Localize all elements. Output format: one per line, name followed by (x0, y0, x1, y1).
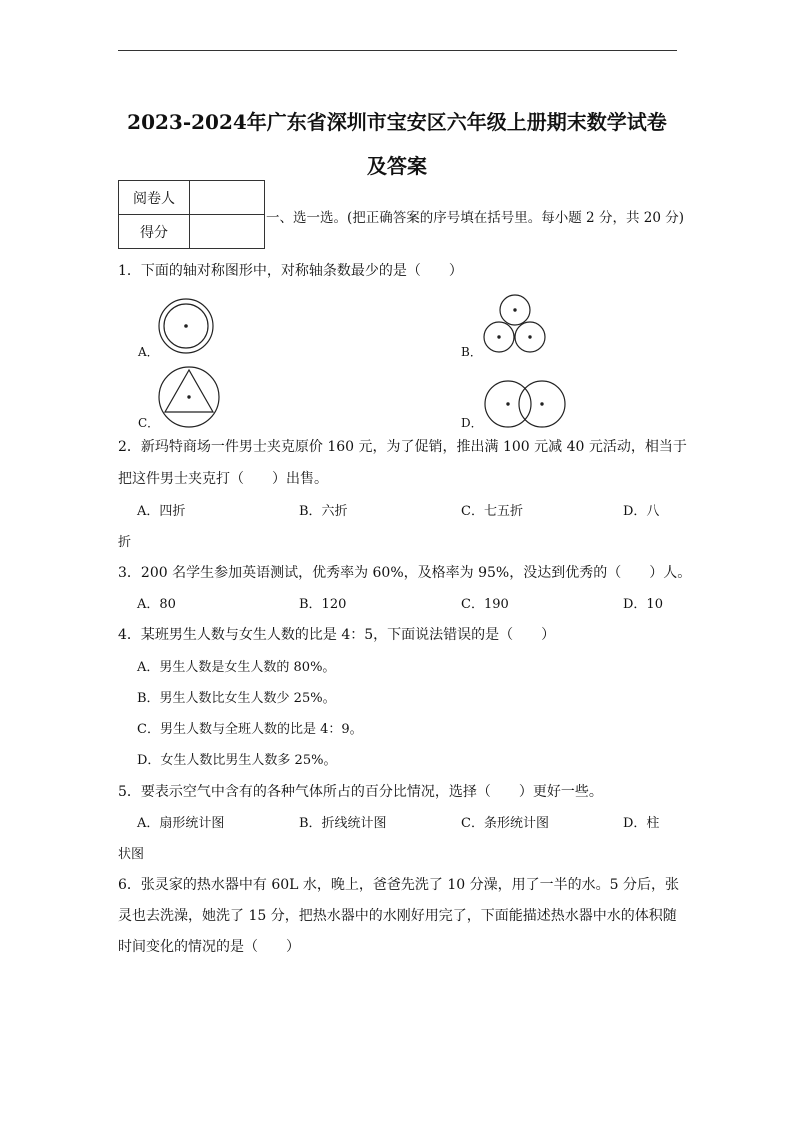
question-3: 3．200 名学生参加英语测试，优秀率为 60%，及格率为 95%，没达到优秀的（ ）人。 (118, 565, 692, 581)
section-heading: 一、选一选。(把正确答案的序号填在括号里。每小题 2 分，共 20 分) (266, 210, 684, 226)
q3-option-d: D．10 (623, 597, 663, 612)
question-5: 5．要表示空气中含有的各种气体所占的百分比情况，选择（ ）更好一些。 (118, 784, 603, 800)
question-1: 1．下面的轴对称图形中，对称轴条数最少的是（ ） (118, 263, 463, 279)
reviewer-cell (190, 181, 265, 215)
q4-option-c: C．男生人数与全班人数的比是 4：9。 (137, 722, 363, 737)
q1-option-b-label: B． (461, 345, 482, 359)
two-overlapping-circles-icon (484, 380, 568, 428)
question-2-line2: 把这件男士夹克打（ ）出售。 (118, 471, 328, 487)
score-label: 得分 (119, 215, 190, 249)
q4-option-a: A．男生人数是女生人数的 80%。 (137, 660, 336, 675)
header-rule (118, 50, 677, 51)
q5-option-d: D．柱 (623, 816, 660, 831)
concentric-circles-icon (158, 298, 214, 354)
q5-option-a: A．扇形统计图 (137, 816, 225, 831)
question-6-line3: 时间变化的情况的是（ ） (118, 939, 300, 955)
question-6-line1: 6．张灵家的热水器中有 60L 水，晚上，爸爸先洗了 10 分澡，用了一半的水。5 分后，张 (118, 877, 679, 893)
q5-option-b: B．折线统计图 (299, 816, 387, 831)
page-title-line2: 及答案 (367, 154, 427, 178)
q1-option-d-label: D． (461, 416, 483, 430)
q1-option-a-label: A． (138, 345, 159, 359)
q3-option-a: A．80 (137, 597, 176, 612)
q4-option-b: B．男生人数比女生人数少 25%。 (137, 691, 336, 706)
q2-option-b: B．六折 (299, 504, 348, 519)
q2-option-c: C．七五折 (461, 504, 523, 519)
triangle-in-circle-icon (158, 366, 220, 428)
q3-option-b: B．120 (299, 597, 347, 612)
score-cell (190, 215, 265, 249)
q2-option-d: D．八 (623, 504, 660, 519)
q4-option-d: D．女生人数比男生人数多 25%。 (137, 753, 337, 768)
score-table (118, 180, 265, 249)
q5-option-c: C．条形统计图 (461, 816, 549, 831)
three-circles-icon (482, 294, 548, 356)
question-4: 4．某班男生人数与女生人数的比是 4：5，下面说法错误的是（ ） (118, 627, 556, 643)
q2-option-d-wrap: 折 (118, 535, 132, 550)
question-6-line2: 灵也去洗澡，她洗了 15 分，把热水器中的水刚好用完了，下面能描述热水器中水的体积随 (118, 908, 677, 924)
q1-option-c-label: C． (138, 416, 160, 430)
q2-option-a: A．四折 (137, 504, 186, 519)
q3-option-c: C．190 (461, 597, 509, 612)
reviewer-label: 阅卷人 (119, 181, 190, 215)
q5-option-d-wrap: 状图 (118, 847, 145, 862)
question-2-line1: 2．新玛特商场一件男士夹克原价 160 元，为了促销，推出满 100 元减 40 元活动，相当于 (118, 439, 687, 455)
page-title: 2023-2024年广东省深圳市宝安区六年级上册期末数学试卷 (127, 110, 667, 134)
